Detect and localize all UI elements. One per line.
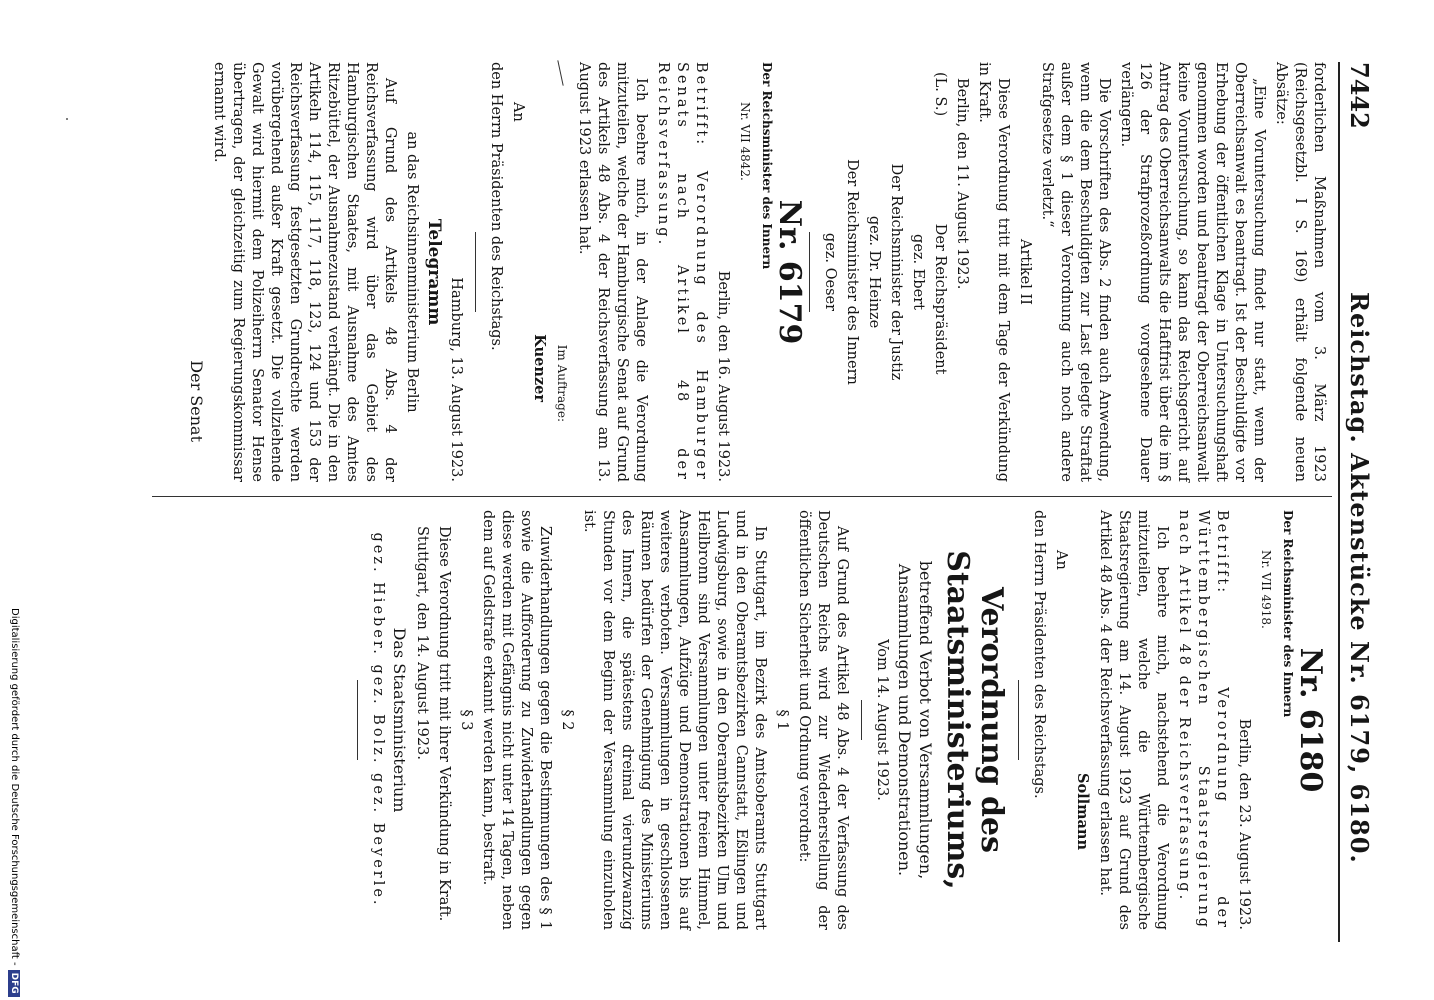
signature: gez. Oeser xyxy=(822,232,838,312)
section-heading: § 1 xyxy=(774,709,790,731)
seal-mark: (L. S.) xyxy=(932,72,948,117)
date-line: Berlin, den 11. August 1923. xyxy=(954,78,970,290)
decree-subtitle: betreffend Verbot von Versammlungen, Ansammlungen und Demonstrationen. xyxy=(895,560,935,880)
paragraph: Ich beehre mich, in der Anlage die Verordnung mitzuteilen, welche der Hamburgische Senat auf Grund des Artikels 48 Abs. 4 der Reichsverfassung am 13. August 1923 erlassen hat. xyxy=(576,62,649,482)
reference-number: Nr. VII 4918. xyxy=(1259,550,1273,629)
section-heading: § 2 xyxy=(559,709,575,731)
signature: Sollmann xyxy=(1074,773,1091,850)
paragraph: forderlichen Maßnahmen vom 3. März 1923 (Reichsgesetzbl. I S. 169) erhält folgende neuen Absätze: xyxy=(1273,62,1327,482)
signature: Kuenzer xyxy=(531,334,548,402)
addressee: den Herrn Präsidenten des Reichstags. xyxy=(488,62,504,351)
sender: Der Reichsminister des Innern xyxy=(1281,510,1295,718)
document-number: Nr. 6179 xyxy=(772,199,807,345)
paragraph: Ich beehre mich, nachstehend die Verordnung mitzuteilen, welche die Württembergische Staatsregierung am 14. August 1923 auf Grund des Artikel 48 Abs. 4 der Reichsverfassung erlassen hat. xyxy=(1097,510,1170,930)
signatory-title: Der Reichsminister der Justiz xyxy=(888,163,904,381)
page-header xyxy=(1338,62,1380,942)
paragraph: Auf Grund des Artikels 48 Abs. 4 der Reichsverfassung wird über das Gebiet des Hamburgischen Staates, mit Ausnahme des Amtes Ritzebüttel, der Ausnahmezustand verhängt. Die in den Artikeln 114, 115, 117, 118, 123, 124 und 153 der Reichsverfassung festgesetzten Grundrechte werden vorübergehend außer Kraft gesetzt. Die vollziehende Gewalt wird hiermit dem Polizeiherrn Senator Hense übertragen, der gleichzeitig zum Regierungskommissar ernannt wird. xyxy=(211,62,398,482)
on-behalf: Im Auftrage: xyxy=(555,344,569,422)
telegram-heading: Telegramm xyxy=(424,218,444,326)
addressee-label: An xyxy=(1053,550,1069,570)
separator-rule xyxy=(861,700,862,740)
separator-rule xyxy=(1018,680,1019,760)
dfg-logo-icon: DFG xyxy=(8,970,20,997)
paragraph: Zuwiderhandlungen gegen die Bestimmungen des § 1 sowie die Aufforderung zu Zuwiderhandlungen gegen diese werden mit Gefängnis nicht unter 14 Tagen, neben dem auf Geldstrafe erkannt werden kann, bestraft. xyxy=(480,510,553,930)
column-divider xyxy=(152,496,1332,497)
paragraph: Diese Verordnung tritt mit dem Tage der Verkündung in Kraft. xyxy=(976,62,1011,482)
subject-line: Betrifft: Verordnung der Württembergischen Staatsregierung nach Artikel 48 der Reichsverfassung. xyxy=(1176,510,1230,930)
decree-title: Verordnung des Staatsministeriums, xyxy=(940,550,1009,890)
decree-date: Vom 14. August 1923. xyxy=(874,639,890,801)
page-number: 7442 xyxy=(1345,62,1374,129)
telegram-recipient: an das Reichsinnenministerium Berlin xyxy=(404,131,420,413)
running-head: Reichstag. Aktenstücke Nr. 6179, 6180. xyxy=(1345,292,1374,864)
signatory-title: Der Reichsminister des Innern xyxy=(844,159,860,385)
right-column xyxy=(347,510,1328,930)
signatory-title: Das Staatsministerium xyxy=(390,627,409,813)
document-page xyxy=(140,62,1380,942)
document-number: Nr. 6180 xyxy=(1293,647,1328,793)
scan-speck xyxy=(66,118,68,120)
subject-line: Betrifft: Verordnung des Hamburger Senats nach Artikel 48 der Reichsverfassung. xyxy=(655,62,709,482)
left-column xyxy=(184,62,1328,482)
signature: Der Senat xyxy=(187,360,206,442)
separator-rule xyxy=(357,680,358,760)
sender: Der Reichsminister des Innern xyxy=(760,62,774,270)
reference-number: Nr. VII 4842. xyxy=(738,102,752,181)
date-line: Stuttgart, den 14. August 1923. xyxy=(414,526,430,760)
section-heading: § 3 xyxy=(458,709,474,731)
date-line: Berlin, den 23. August 1923. xyxy=(1236,718,1252,930)
paragraph: In Stuttgart, im Bezirk des Amtsoberamts Stuttgart und in den Oberamtsbezirken Cannstatt, Eßlingen und Ludwigsburg, sowie in den Oberamtsbezirken Ulm und Heilbronn sind Versammlungen unter freiem Himmel, Ansammlungen, Aufzüge und Demonstrationen bis auf weiteres verboten. Versammlungen in geschlossenen Räumen bedürfen der Genehmigung des Ministeriums des Innern, die spätestens dreimal vierundzwanzig Stunden vor dem Beginn der Versammlung einzuholen ist. xyxy=(581,510,768,930)
separator-rule xyxy=(475,232,476,312)
credit-text: Digitalisierung gefördert durch die Deutsche Forschungsgemeinschaft - xyxy=(9,608,20,966)
signatory-title: (L. S.) Der Reichspräsident xyxy=(930,62,949,482)
date-line: Berlin, den 16. August 1923. xyxy=(715,270,731,482)
signature: gez. Ebert xyxy=(910,234,926,310)
article-heading: Artikel II xyxy=(1017,239,1033,305)
separator-rule xyxy=(809,232,810,312)
addressee: den Herrn Präsidenten des Reichstags. xyxy=(1031,510,1047,799)
paragraph: Diese Verordnung tritt mit ihrer Verkündung in Kraft. xyxy=(436,526,452,922)
paragraph: Die Vorschriften des Abs. 2 finden auch Anwendung, wenn die dem Beschuldigten zur Last gelegte Straftat außer dem § 1 dieser Verordnung auch noch andere Strafgesetze verletzt.“ xyxy=(1039,62,1112,482)
signature: gez. Dr. Heinze xyxy=(866,215,882,329)
digitization-credit xyxy=(8,608,20,997)
date-line: Hamburg, 13. August 1923. xyxy=(448,277,464,482)
addressee-label: An xyxy=(510,102,526,122)
signatures: gez. Hieber. gez. Bolz. gez. Beyerle. xyxy=(370,532,386,908)
paragraph: „Eine Voruntersuchung findet nur statt, wenn der Oberreichsanwalt es beantragt. Ist der Beschuldigte vor Erhebung der öffentlichen Klage in Untersuchungshaft genommen worden und beantragt der Oberreichsanwalt keine Voruntersuchung, so kann das Reichsgericht auf Antrag des Oberreichsanwalts die Haftfrist über die im § 126 der Strafprozeßordnung vorgesehene Dauer verlängern. xyxy=(1118,62,1267,482)
paragraph: Auf Grund des Artikel 48 Abs. 4 der Verfassung des Deutschen Reichs wird zur Wiederherstellung der öffentlichen Sicherheit und Ordnung verordnet: xyxy=(796,510,850,930)
